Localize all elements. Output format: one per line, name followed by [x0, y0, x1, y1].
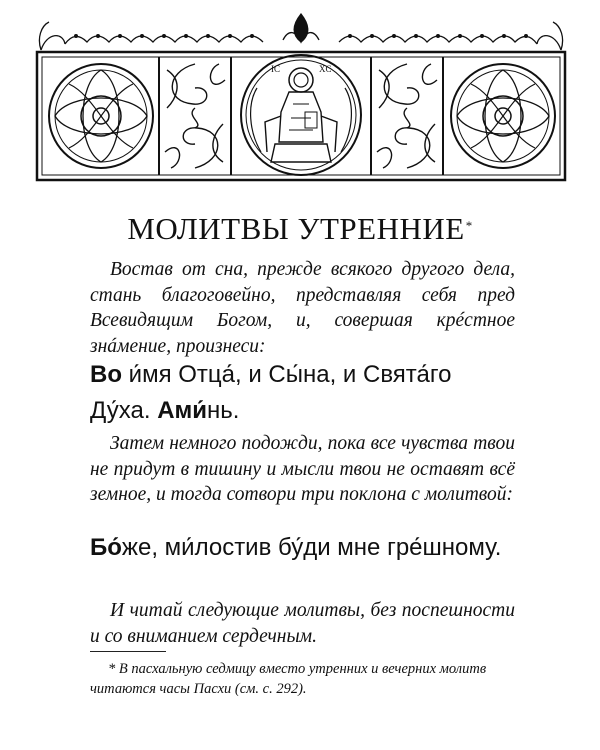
- rubric-1: Востав от сна, прежде всякого другого дела, стань благоговейно, представляя себя пред Всевидящим Богом, и, совершая крéстное знáмение, произнеси:: [90, 259, 515, 357]
- prayer-1: [90, 357, 515, 429]
- scroll-panel-left-icon: [159, 57, 231, 175]
- prayer-1-amen-end: нь.: [207, 397, 240, 424]
- prayer-1-text: и́мя Отца́, и Сы́на, и Свята́го Ду́ха.: [90, 361, 452, 424]
- ornament-label-right: XC: [319, 64, 332, 74]
- title-text: МОЛИТВЫ УТРЕННИЕ: [127, 211, 465, 246]
- footnote-mark: *: [465, 218, 473, 233]
- scroll-panel-right-icon: [371, 57, 443, 175]
- prayer-2-text: же, ми́лостив бу́ди мне гре́шному.: [121, 534, 502, 561]
- ornament-label-left: IC: [271, 64, 280, 74]
- prayer-2: [90, 530, 515, 566]
- prayer-1-amen: Ами́: [157, 397, 208, 424]
- page-title: [0, 209, 600, 249]
- prayer-1-initial: Во: [90, 361, 122, 388]
- rosette-right-icon: [451, 64, 555, 168]
- footnote-divider: [90, 651, 166, 652]
- footnote: * В пасхальную седмицу вместо утренних и вечерних молитв читаются часы Пасхи (см. с. 292).: [90, 661, 487, 697]
- rubric-2: Затем немного подожди, пока все чувства твои не придут в тишину и мысли твои не оставят всё земное, и тогда сотвори три поклона с молитвой:: [90, 433, 515, 505]
- frieze-icon: [39, 14, 562, 50]
- ornamental-headpiece: [35, 12, 567, 184]
- christ-pantocrator-icon: [241, 55, 361, 175]
- rubric-3: И читай следующие молитвы, без поспешности и со вниманием сердечным.: [90, 600, 515, 647]
- prayer-2-initial: Бо́: [90, 534, 122, 561]
- rosette-left-icon: [49, 64, 153, 168]
